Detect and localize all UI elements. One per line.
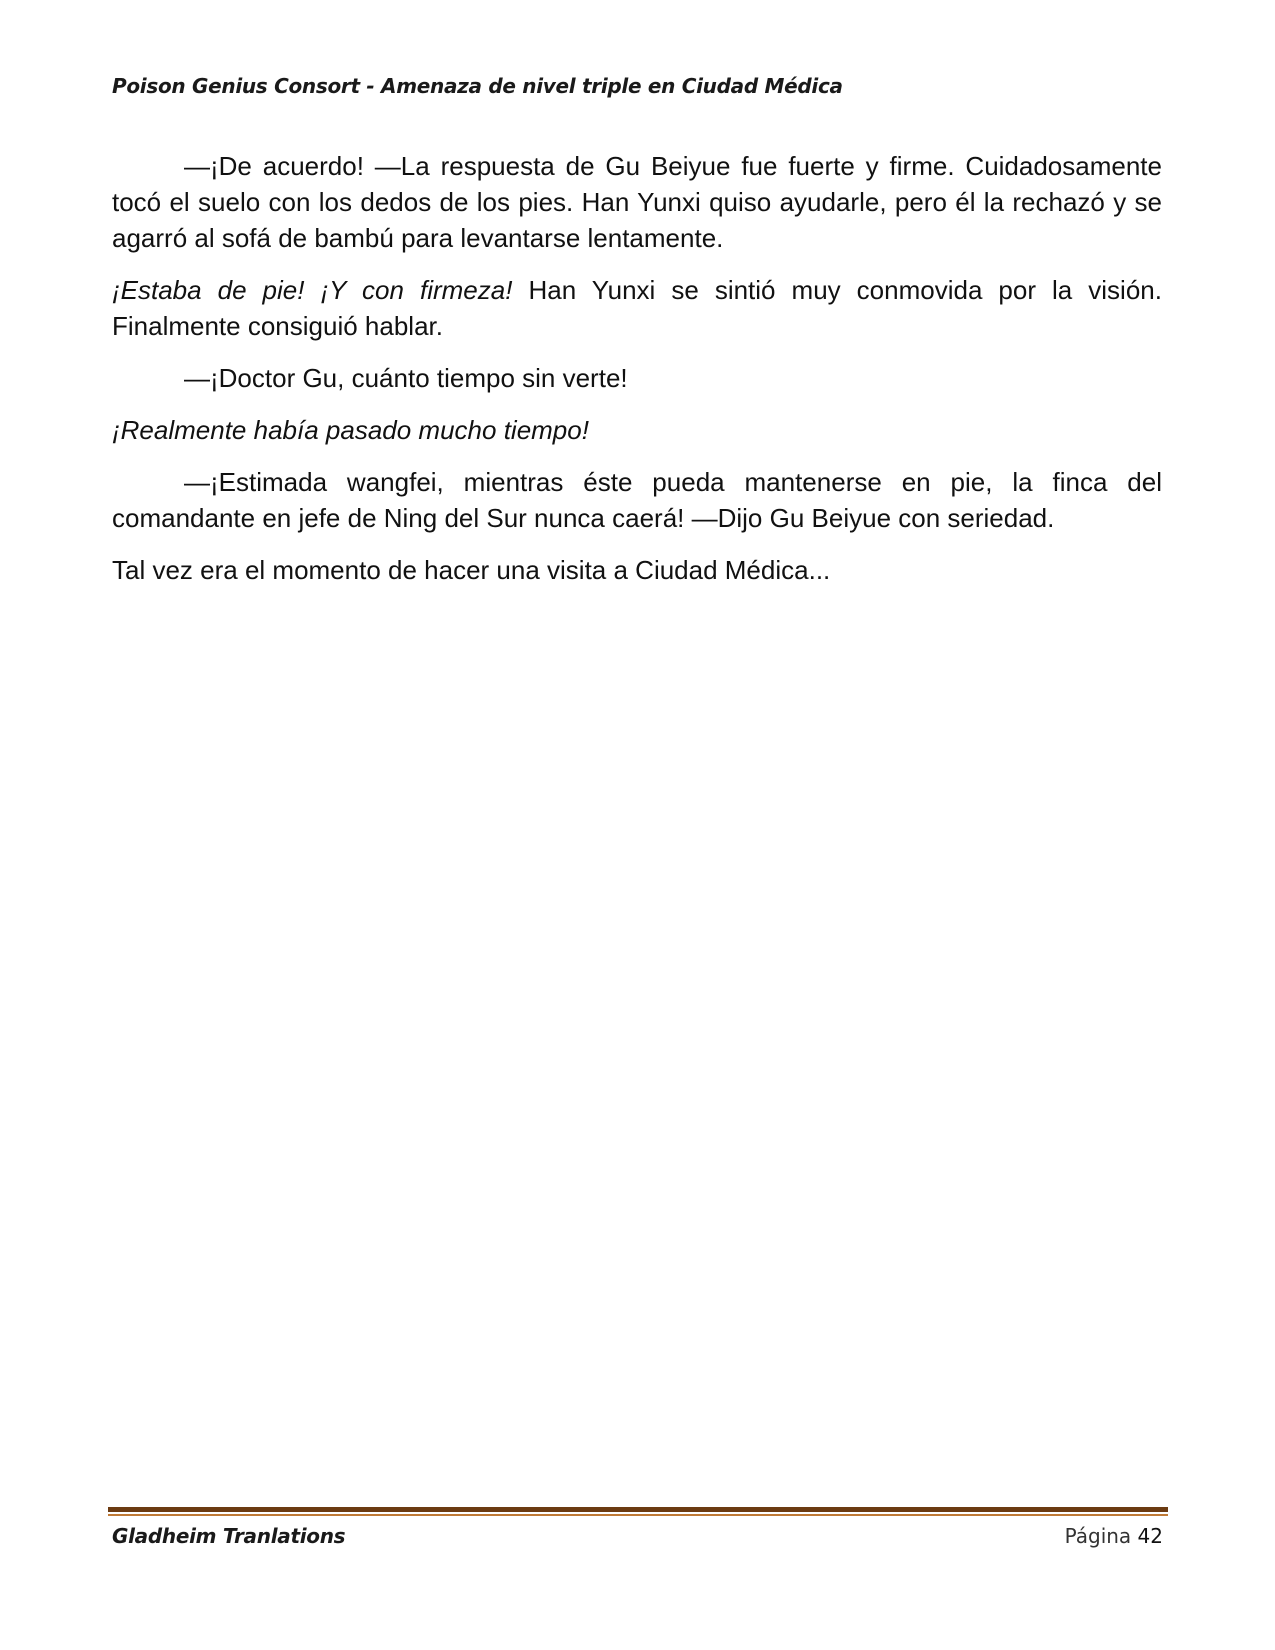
paragraph-2-text: Han Yunxi se sintió muy conmovida por la visión. Finalmente consiguió hablar. <box>112 275 1162 341</box>
paragraph-1: —¡De acuerdo! —La respuesta de Gu Beiyue fue fuerte y firme. Cuidadosamente tocó el suelo con los dedos de los pies. Han Yunxi quiso ayudarle, pero él la rechazó y se agarró al sofá de bambú para levantarse lentamente. <box>112 151 1162 253</box>
page-number: 42 <box>1137 1524 1163 1548</box>
paragraph-4-italic: ¡Realmente había pasado mucho tiempo! <box>112 415 589 445</box>
paragraph-2-italic: ¡Estaba de pie! ¡Y con firmeza! <box>112 275 513 305</box>
footer-publisher: Gladheim Tranlations <box>112 1524 346 1548</box>
running-header-title: Poison Genius Consort - Amenaza de nivel triple en Ciudad Médica <box>112 74 843 98</box>
paragraph-4 <box>112 412 1162 448</box>
paragraph-2 <box>112 272 1162 344</box>
footer-page-number <box>1065 1524 1163 1548</box>
footer-rule-thick <box>108 1507 1168 1512</box>
page-label: Página <box>1064 1524 1132 1548</box>
paragraph-3: —¡Doctor Gu, cuánto tiempo sin verte! <box>184 363 628 393</box>
footer-rule-thin <box>108 1514 1168 1516</box>
paragraph-5: —¡Estimada wangfei, mientras éste pueda mantenerse en pie, la finca del comandante en jefe de Ning del Sur nunca caerá! —Dijo Gu Beiyue con seriedad. <box>112 467 1162 533</box>
paragraph-6: Tal vez era el momento de hacer una visita a Ciudad Médica... <box>112 555 831 585</box>
page-body <box>112 148 1162 604</box>
